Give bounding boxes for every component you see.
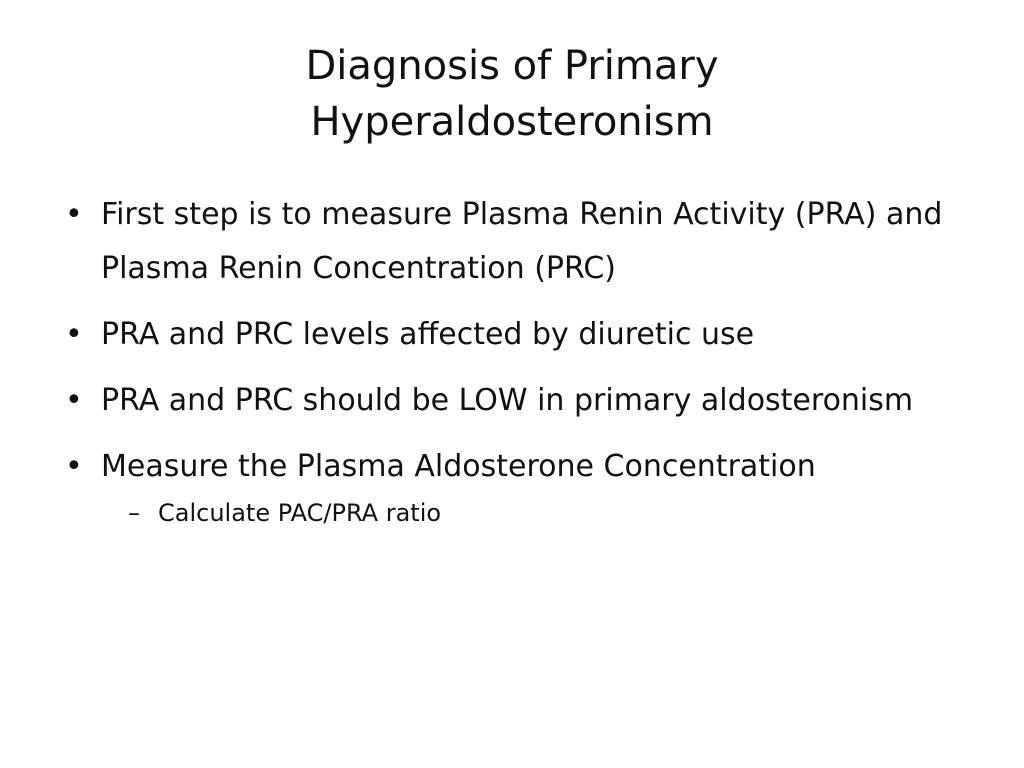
bullet-item-1 <box>60 188 960 296</box>
bullet-icon: • <box>65 317 83 352</box>
bullet-icon: • <box>65 197 83 232</box>
bullet-text: PRA and PRC levels affected by diuretic use <box>101 317 755 352</box>
bullet-icon: • <box>65 449 83 484</box>
bullet-icon: • <box>65 383 83 418</box>
bullet-list <box>60 188 960 546</box>
bullet-text: Measure the Plasma Aldosterone Concentration <box>101 449 816 484</box>
bullet-text: PRA and PRC should be LOW in primary aldosteronism <box>101 383 914 418</box>
bullet-text: First step is to measure Plasma Renin Activity (PRA) and Plasma Renin Concentration (PRC) <box>101 197 943 286</box>
slide-title-line-1: Diagnosis of Primary <box>305 43 719 89</box>
dash-icon: – <box>128 499 140 527</box>
bullet-item-4 <box>60 440 960 534</box>
bullet-item-2 <box>60 308 960 362</box>
bullet-item-3 <box>60 374 960 428</box>
slide-title-line-2: Hyperaldosteronism <box>310 99 714 145</box>
sub-bullet-text: Calculate PAC/PRA ratio <box>158 499 442 527</box>
sub-bullet-list <box>101 492 960 534</box>
sub-bullet-item-1 <box>115 492 960 534</box>
slide-title <box>80 38 944 150</box>
